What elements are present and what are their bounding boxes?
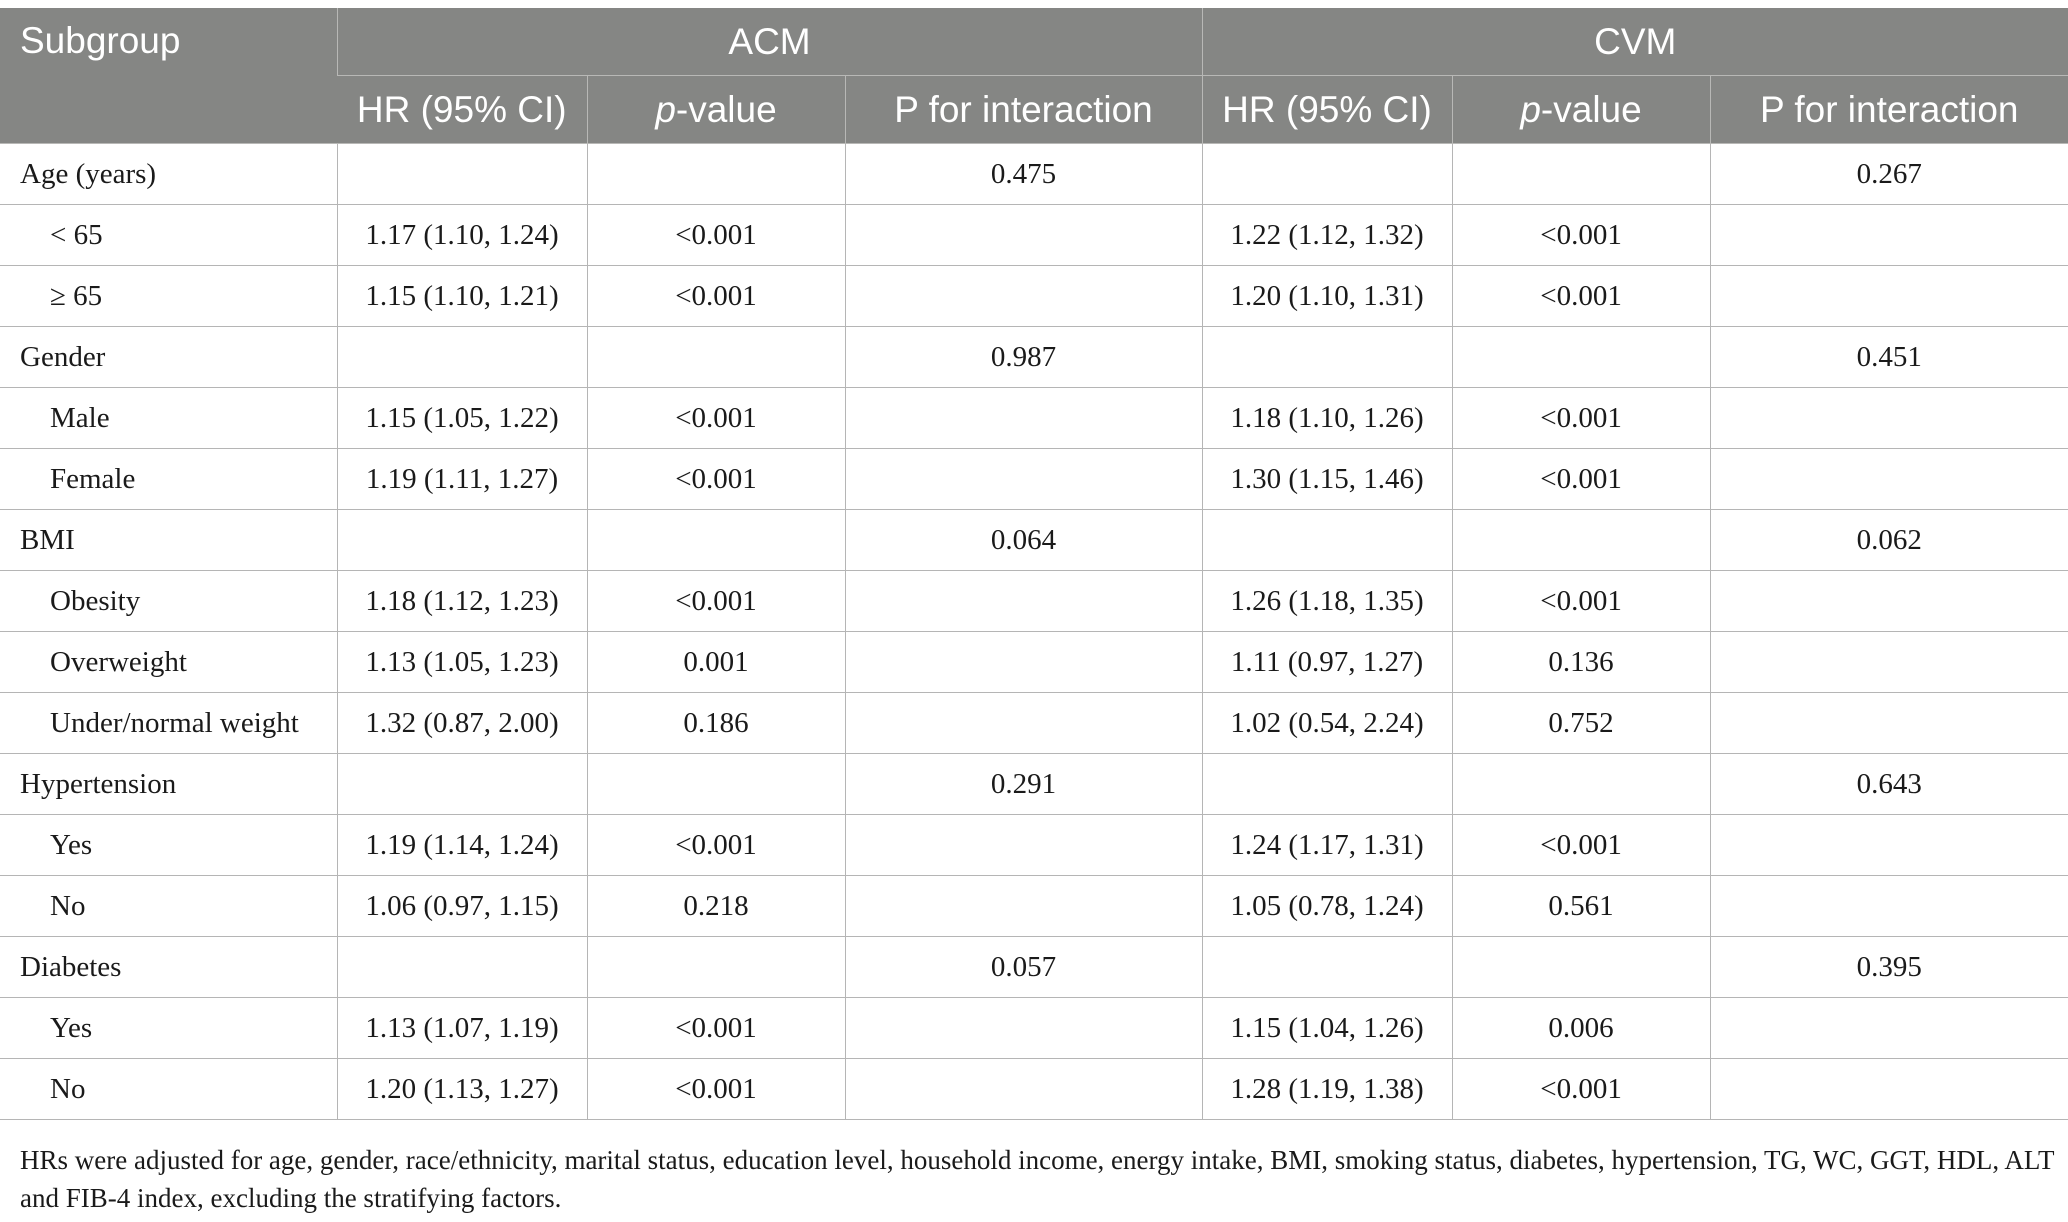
table-row (0, 571, 2068, 632)
table-row (0, 632, 2068, 693)
cvm-p-interaction-cell (1710, 815, 2068, 876)
table-row (0, 937, 2068, 998)
p-letter: p (655, 88, 676, 130)
table-row (0, 205, 2068, 266)
acm-p-interaction-cell (845, 388, 1202, 449)
subgroup-cell: ≥ 65 (0, 266, 337, 327)
cvm-hr-cell: 1.11 (0.97, 1.27) (1202, 632, 1452, 693)
acm-hr-cell (337, 937, 587, 998)
acm-p-interaction-cell (845, 693, 1202, 754)
subgroup-cell: Gender (0, 327, 337, 388)
table-body (0, 144, 2068, 1120)
acm-hr-cell: 1.17 (1.10, 1.24) (337, 205, 587, 266)
cvm-hr-cell: 1.18 (1.10, 1.26) (1202, 388, 1452, 449)
acm-hr-cell: 1.06 (0.97, 1.15) (337, 876, 587, 937)
acm-hr-cell: 1.13 (1.07, 1.19) (337, 998, 587, 1059)
acm-p-value-cell (587, 510, 845, 571)
cvm-p-interaction-cell (1710, 449, 2068, 510)
cvm-p-value-cell: 0.752 (1452, 693, 1710, 754)
cvm-p-value-cell: <0.001 (1452, 449, 1710, 510)
acm-p-value-cell: <0.001 (587, 449, 845, 510)
cvm-hr-cell (1202, 144, 1452, 205)
cvm-p-interaction-cell (1710, 632, 2068, 693)
acm-hr-cell: 1.20 (1.13, 1.27) (337, 1059, 587, 1120)
subgroup-cell: Yes (0, 998, 337, 1059)
acm-p-interaction-cell: 0.291 (845, 754, 1202, 815)
subgroup-cell: BMI (0, 510, 337, 571)
cvm-hr-header: HR (95% CI) (1202, 76, 1452, 144)
acm-hr-cell: 1.15 (1.10, 1.21) (337, 266, 587, 327)
acm-p-interaction-cell (845, 815, 1202, 876)
acm-p-interaction-cell (845, 266, 1202, 327)
acm-hr-cell (337, 327, 587, 388)
cvm-p-interaction-cell: 0.643 (1710, 754, 2068, 815)
acm-p-value-cell: <0.001 (587, 205, 845, 266)
cvm-p-value-cell (1452, 144, 1710, 205)
acm-p-interaction-cell (845, 998, 1202, 1059)
acm-hr-cell (337, 754, 587, 815)
cvm-p-interaction-cell (1710, 998, 2068, 1059)
subgroup-cell: Overweight (0, 632, 337, 693)
subgroup-cell: Yes (0, 815, 337, 876)
cvm-p-interaction-cell: 0.267 (1710, 144, 2068, 205)
cvm-hr-cell: 1.26 (1.18, 1.35) (1202, 571, 1452, 632)
acm-p-value-cell: 0.186 (587, 693, 845, 754)
table-row (0, 815, 2068, 876)
acm-p-value-cell: <0.001 (587, 1059, 845, 1120)
cvm-p-interaction-cell (1710, 693, 2068, 754)
acm-p-interaction-cell (845, 449, 1202, 510)
cvm-hr-cell: 1.02 (0.54, 2.24) (1202, 693, 1452, 754)
cvm-p-value-cell: 0.561 (1452, 876, 1710, 937)
p-value-suffix: -value (1540, 88, 1642, 130)
table-footnote: HRs were adjusted for age, gender, race/ethnicity, marital status, education level, household income, energy intake, BMI, smoking status, diabetes, hypertension, TG, WC, GGT, HDL, ALT and FIB-4 index, excluding the stratifying factors. (20, 1145, 2054, 1213)
cvm-p-value-cell (1452, 510, 1710, 571)
cvm-hr-cell: 1.30 (1.15, 1.46) (1202, 449, 1452, 510)
subgroup-cell: Under/normal weight (0, 693, 337, 754)
cvm-hr-cell (1202, 327, 1452, 388)
acm-p-value-cell (587, 937, 845, 998)
acm-hr-cell: 1.32 (0.87, 2.00) (337, 693, 587, 754)
table-row (0, 510, 2068, 571)
cvm-p-value-header (1452, 76, 1710, 144)
subgroup-results-table (0, 8, 2068, 1120)
cvm-p-value-cell (1452, 754, 1710, 815)
cvm-p-interaction-header: P for interaction (1710, 76, 2068, 144)
subgroup-cell: No (0, 1059, 337, 1120)
acm-p-value-cell: <0.001 (587, 815, 845, 876)
acm-p-interaction-cell (845, 876, 1202, 937)
table-row (0, 876, 2068, 937)
subgroup-cell: Male (0, 388, 337, 449)
subgroup-cell: Female (0, 449, 337, 510)
cvm-p-value-cell: <0.001 (1452, 205, 1710, 266)
subgroup-cell: No (0, 876, 337, 937)
acm-p-interaction-cell: 0.475 (845, 144, 1202, 205)
table-row (0, 1059, 2068, 1120)
cvm-p-value-cell: <0.001 (1452, 815, 1710, 876)
acm-p-value-cell: <0.001 (587, 998, 845, 1059)
table-row (0, 144, 2068, 205)
acm-p-value-cell: 0.218 (587, 876, 845, 937)
cvm-p-value-cell: <0.001 (1452, 571, 1710, 632)
p-letter: p (1520, 88, 1541, 130)
acm-p-value-cell: <0.001 (587, 388, 845, 449)
subgroup-cell: Diabetes (0, 937, 337, 998)
cvm-p-interaction-cell: 0.451 (1710, 327, 2068, 388)
acm-p-interaction-cell (845, 1059, 1202, 1120)
acm-p-value-cell: <0.001 (587, 571, 845, 632)
acm-hr-cell: 1.19 (1.14, 1.24) (337, 815, 587, 876)
cvm-p-interaction-cell (1710, 266, 2068, 327)
cvm-p-value-cell: <0.001 (1452, 266, 1710, 327)
acm-group-header: ACM (337, 8, 1202, 76)
acm-p-value-cell: 0.001 (587, 632, 845, 693)
cvm-hr-cell (1202, 510, 1452, 571)
acm-hr-cell: 1.19 (1.11, 1.27) (337, 449, 587, 510)
acm-hr-cell: 1.18 (1.12, 1.23) (337, 571, 587, 632)
cvm-hr-cell: 1.05 (0.78, 1.24) (1202, 876, 1452, 937)
acm-p-interaction-cell: 0.987 (845, 327, 1202, 388)
cvm-hr-cell: 1.28 (1.19, 1.38) (1202, 1059, 1452, 1120)
cvm-p-value-cell (1452, 937, 1710, 998)
cvm-hr-cell (1202, 937, 1452, 998)
table-row (0, 693, 2068, 754)
subgroup-cell: Hypertension (0, 754, 337, 815)
acm-p-value-cell (587, 754, 845, 815)
table-row (0, 449, 2068, 510)
table-row (0, 388, 2068, 449)
subgroup-cell: Age (years) (0, 144, 337, 205)
p-value-suffix: -value (675, 88, 777, 130)
acm-hr-cell (337, 510, 587, 571)
cvm-p-value-cell: 0.136 (1452, 632, 1710, 693)
cvm-hr-cell (1202, 754, 1452, 815)
cvm-p-value-cell (1452, 327, 1710, 388)
table-row (0, 327, 2068, 388)
acm-p-interaction-cell (845, 632, 1202, 693)
cvm-hr-cell: 1.22 (1.12, 1.32) (1202, 205, 1452, 266)
cvm-p-value-cell: <0.001 (1452, 1059, 1710, 1120)
table-row (0, 998, 2068, 1059)
cvm-hr-cell: 1.24 (1.17, 1.31) (1202, 815, 1452, 876)
cvm-p-value-cell: <0.001 (1452, 388, 1710, 449)
cvm-p-interaction-cell (1710, 388, 2068, 449)
subgroup-cell: < 65 (0, 205, 337, 266)
cvm-p-value-cell: 0.006 (1452, 998, 1710, 1059)
acm-p-value-cell: <0.001 (587, 266, 845, 327)
cvm-p-interaction-cell (1710, 205, 2068, 266)
header-row-groups (0, 8, 2068, 76)
acm-p-value-cell (587, 144, 845, 205)
cvm-group-header: CVM (1202, 8, 2068, 76)
cvm-hr-cell: 1.15 (1.04, 1.26) (1202, 998, 1452, 1059)
table-row (0, 266, 2068, 327)
subgroup-header: Subgroup (0, 8, 337, 144)
table-row (0, 754, 2068, 815)
cvm-p-interaction-cell: 0.395 (1710, 937, 2068, 998)
acm-hr-cell: 1.15 (1.05, 1.22) (337, 388, 587, 449)
acm-p-interaction-cell: 0.064 (845, 510, 1202, 571)
acm-hr-cell (337, 144, 587, 205)
acm-p-interaction-header: P for interaction (845, 76, 1202, 144)
acm-hr-cell: 1.13 (1.05, 1.23) (337, 632, 587, 693)
acm-p-value-cell (587, 327, 845, 388)
acm-p-interaction-cell (845, 205, 1202, 266)
cvm-p-interaction-cell (1710, 876, 2068, 937)
subgroup-cell: Obesity (0, 571, 337, 632)
cvm-p-interaction-cell (1710, 1059, 2068, 1120)
acm-hr-header: HR (95% CI) (337, 76, 587, 144)
acm-p-interaction-cell: 0.057 (845, 937, 1202, 998)
cvm-p-interaction-cell (1710, 571, 2068, 632)
acm-p-value-header (587, 76, 845, 144)
acm-p-interaction-cell (845, 571, 1202, 632)
cvm-p-interaction-cell: 0.062 (1710, 510, 2068, 571)
cvm-hr-cell: 1.20 (1.10, 1.31) (1202, 266, 1452, 327)
table-header (0, 8, 2068, 144)
